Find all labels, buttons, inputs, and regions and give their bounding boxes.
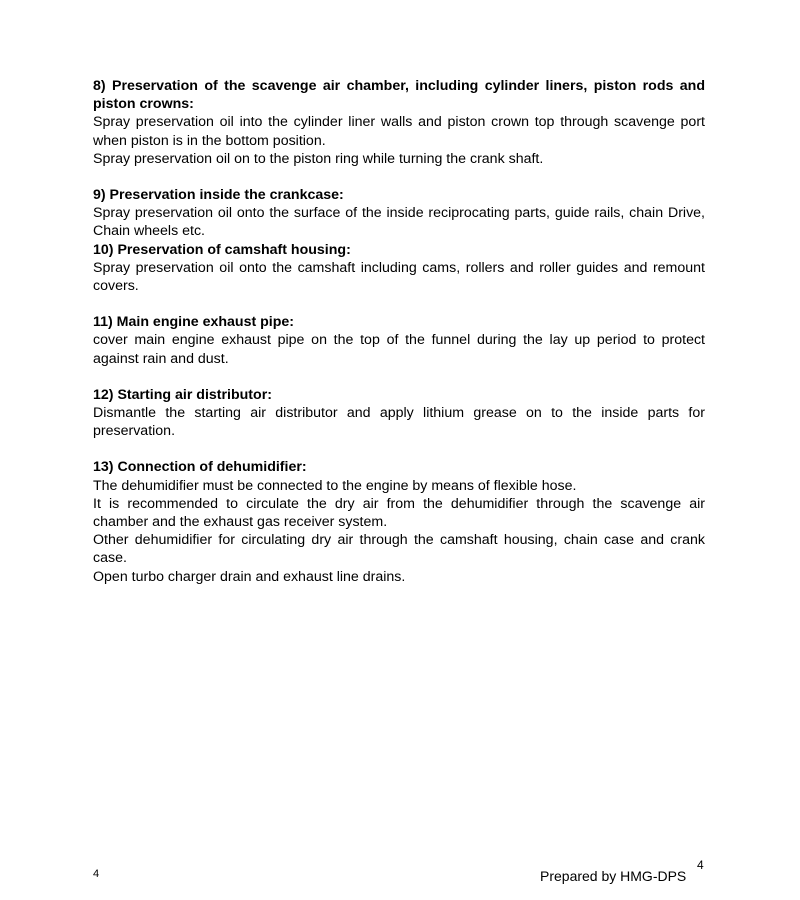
section-paragraph: Open turbo charger drain and exhaust line drains. bbox=[93, 568, 406, 585]
section-paragraph: cover main engine exhaust pipe on the top of the funnel during the lay up period to protect against rain and dust. bbox=[93, 332, 705, 367]
section-heading: 8) Preservation of the scavenge air chamber, including cylinder liners, piston rods and piston crowns: bbox=[93, 78, 705, 113]
section-heading: 13) Connection of dehumidifier: bbox=[93, 459, 307, 476]
section-crankcase bbox=[93, 186, 705, 241]
section-heading: 11) Main engine exhaust pipe: bbox=[93, 314, 295, 331]
section-heading: 9) Preservation inside the crankcase: bbox=[93, 187, 344, 204]
section-paragraph: Other dehumidifier for circulating dry air through the camshaft housing, chain case and crank case. bbox=[93, 532, 705, 567]
footer-superscript: 4 bbox=[697, 858, 704, 872]
section-paragraph: It is recommended to circulate the dry air from the dehumidifier through the scavenge air chamber and the exhaust gas receiver system. bbox=[93, 495, 705, 531]
section-paragraph: Spray preservation oil onto the camshaft including cams, rollers and roller guides and remount covers. bbox=[93, 259, 705, 295]
section-paragraph: Spray preservation oil onto the surface of the inside reciprocating parts, guide rails, chain Drive, Chain wheels etc. bbox=[93, 205, 705, 240]
section-dehumidifier bbox=[93, 458, 705, 585]
footer-prepared-by: Prepared by HMG-DPS bbox=[540, 868, 687, 884]
section-paragraph: The dehumidifier must be connected to the engine by means of flexible hose. bbox=[93, 477, 577, 494]
section-paragraph: Spray preservation oil into the cylinder liner walls and piston crown top through scavenge port when piston is in the bottom position. bbox=[93, 114, 705, 149]
document-page bbox=[93, 77, 705, 586]
section-paragraph: Spray preservation oil on to the piston ring while turning the crank shaft. bbox=[93, 150, 544, 167]
section-scavenge-air-chamber bbox=[93, 77, 705, 168]
section-camshaft-housing bbox=[93, 241, 705, 296]
footer-page-number: 4 bbox=[93, 868, 100, 880]
section-paragraph: Dismantle the starting air distributor and apply lithium grease on to the inside parts for preservation. bbox=[93, 405, 705, 440]
section-heading: 10) Preservation of camshaft housing: bbox=[93, 241, 351, 258]
section-starting-air-distributor bbox=[93, 386, 705, 441]
section-exhaust-pipe bbox=[93, 313, 705, 368]
section-heading: 12) Starting air distributor: bbox=[93, 386, 272, 403]
